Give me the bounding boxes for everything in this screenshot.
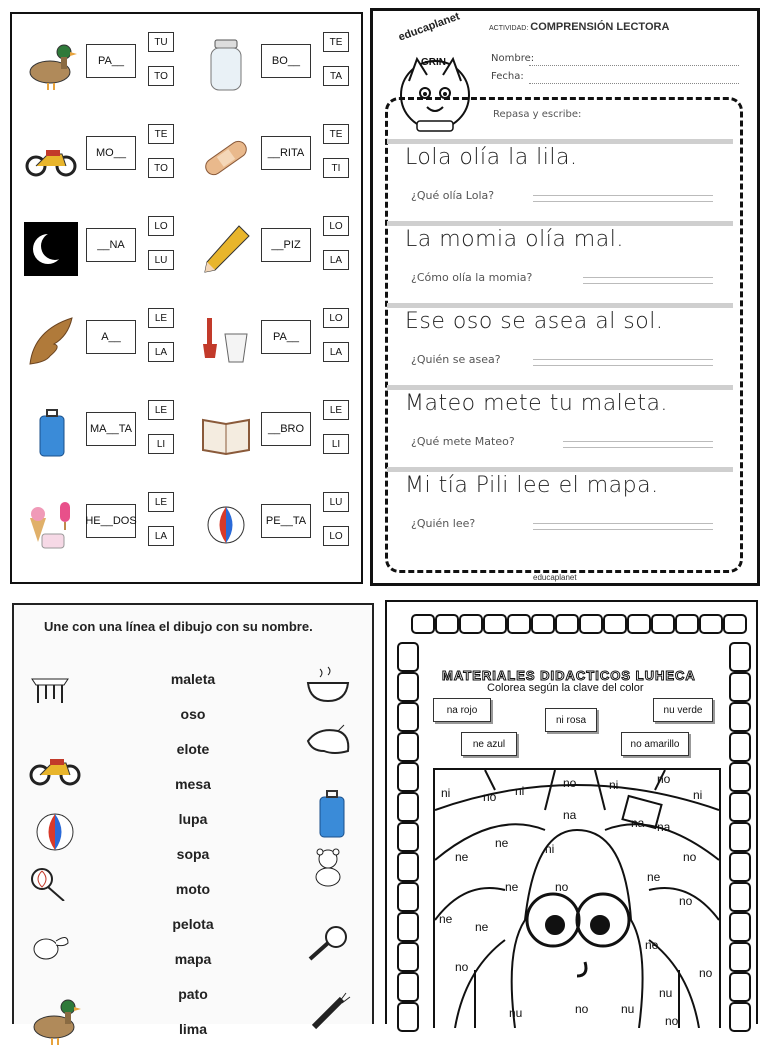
model-sentence: Lola olía la lila. [405,145,578,170]
suitcase-icon [304,787,352,827]
syllable-label: ne [455,850,469,864]
syllable-exercise [12,392,182,472]
syllable-exercise [187,392,357,472]
syllable-label: ni [515,784,525,798]
syllable-option-box[interactable]: LE [148,308,174,328]
syllable-option-box[interactable]: LO [148,216,174,236]
syllable-label: no [563,776,577,790]
syllable-option-box[interactable]: TE [323,32,349,52]
syllable-option-box[interactable]: LO [323,308,349,328]
instruction-text: Repasa y escribe: [493,109,582,120]
film-hole [729,792,751,822]
syllable-label: nu [509,1006,523,1020]
ruled-band [387,139,733,144]
suitcase-icon [24,406,78,460]
syllable-option-box[interactable]: TA [323,66,349,86]
word-blank-box[interactable]: PA__ [261,320,311,354]
lollipop-icon [28,867,72,901]
film-hole [729,972,751,1002]
reading-comprehension-worksheet [370,8,760,586]
syllable-option-box[interactable]: LA [148,342,174,362]
film-hole [729,942,751,972]
film-hole [397,882,419,912]
word-item: mesa [175,776,211,792]
syllable-option-box[interactable]: LA [148,526,174,546]
word-blank-box[interactable]: MO__ [86,136,136,170]
syllable-exercise [187,484,357,564]
wing-icon [24,314,78,368]
film-hole [397,822,419,852]
syllable-label: nu [659,986,673,1000]
mascot-label: GRIN [421,57,446,68]
ice-cream-icon [24,498,78,552]
film-hole [729,912,751,942]
activity-title: COMPRENSIÓN LECTORA [530,21,670,33]
syllable-label: na [657,820,671,834]
film-hole [507,614,531,634]
question-text: ¿Qué olía Lola? [411,189,495,202]
syllable-label: no [575,1002,589,1016]
jar-icon [199,38,253,92]
ruled-band [387,385,733,390]
film-hole [675,614,699,634]
syllable-option-box[interactable]: LU [323,492,349,512]
color-key-ne: ne azul [461,732,517,756]
film-hole [397,762,419,792]
syllable-exercise [187,300,357,380]
film-hole [729,702,751,732]
syllable-label: no [683,850,697,864]
syllable-label: nu [621,1002,635,1016]
word-item: elote [176,741,210,757]
syllable-exercise [12,484,182,564]
ice-cream-character-drawing [435,770,719,1028]
syllable-label: na [631,816,645,830]
ball-icon [28,805,72,839]
activity-header [489,21,669,33]
exercise-row [12,116,361,196]
name-label: Nombre: [491,53,535,64]
syllable-label: na [563,808,577,822]
syllable-label: ne [645,938,659,952]
film-hole [397,642,419,672]
film-hole [397,1002,419,1032]
film-hole [603,614,627,634]
syllable-option-box[interactable]: LE [148,492,174,512]
syllable-option-box[interactable]: LE [148,400,174,420]
lime-icon [28,929,72,963]
film-hole [729,822,751,852]
film-hole [723,614,747,634]
matching-instruction: Une con una línea el dibujo con su nombre. [44,619,313,634]
film-hole [435,614,459,634]
syllable-exercise [187,208,357,288]
motorcycle-icon [24,130,78,184]
magnifier-icon [304,923,352,963]
model-sentence: Mi tía Pili lee el mapa. [405,473,659,498]
word-blank-box[interactable]: __NA [86,228,136,262]
word-item: maleta [170,671,216,687]
syllable-label: no [699,966,713,980]
name-field[interactable] [529,65,739,66]
syllable-label: ne [475,920,489,934]
word-blank-box[interactable]: PE__TA [261,504,311,538]
syllable-option-box[interactable]: TO [148,66,174,86]
film-hole [397,702,419,732]
film-hole [729,672,751,702]
footer-brand: educaplanet [533,573,577,582]
exercise-row [12,484,361,564]
syllable-label: ni [609,778,619,792]
bear-icon [304,721,352,761]
word-blank-box[interactable]: HE__DOS [86,504,136,538]
syllable-option-box[interactable]: TE [148,124,174,144]
date-label: Fecha: [491,71,524,82]
film-hole [397,852,419,882]
film-hole [627,614,651,634]
film-hole [729,762,751,792]
worksheet-header [373,11,757,103]
syllable-option-box[interactable]: LU [148,250,174,270]
syllable-label: no [455,960,469,974]
syllable-label: ne [439,912,453,926]
motorcycle-icon [28,739,72,773]
syllable-label: ne [505,880,519,894]
answer-line[interactable] [533,195,713,202]
film-hole [729,1002,751,1032]
syllable-worksheet [10,12,363,584]
duck-icon [24,38,78,92]
answer-line[interactable] [583,277,713,284]
word-blank-box[interactable]: MA__TA [86,412,136,446]
word-item: moto [175,881,211,897]
table-icon [28,671,72,705]
syllable-label: no [657,772,671,786]
film-hole [397,912,419,942]
syllable-exercise [12,208,182,288]
word-blank-box[interactable]: __BRO [261,412,311,446]
ruled-band [387,221,733,226]
word-item: oso [180,706,206,722]
film-hole [397,972,419,1002]
film-hole [397,672,419,702]
film-hole [397,732,419,762]
model-sentence: La momia olía mal. [405,227,624,252]
model-sentence: Mateo mete tu maleta. [405,391,668,416]
film-hole [459,614,483,634]
bandage-icon [199,130,253,184]
film-hole [555,614,579,634]
syllable-option-box[interactable]: LA [323,250,349,270]
word-blank-box[interactable]: __PIZ [261,228,311,262]
syllable-option-box[interactable]: LI [148,434,174,454]
syllable-label: no [555,880,569,894]
pencil-icon [199,222,253,276]
syllable-label: ne [647,870,661,884]
ruled-band [387,303,733,308]
syllable-option-box[interactable]: LO [323,526,349,546]
film-hole [729,852,751,882]
syllable-option-box[interactable]: LA [323,342,349,362]
question-text: ¿Qué mete Mateo? [411,435,515,448]
shovel-bucket-icon [199,314,253,368]
word-item: lupa [178,811,208,827]
exercise-row [12,208,361,288]
question-text: ¿Quién lee? [411,517,476,530]
matching-worksheet [12,603,374,1037]
film-hole [397,792,419,822]
ruled-band [387,467,733,472]
exercise-row [12,24,361,104]
color-key-ni: ni rosa [545,708,597,732]
syllable-label: ni [545,842,555,856]
syllable-label: no [665,1014,679,1028]
syllable-exercise [187,116,357,196]
syllable-option-box[interactable]: LE [323,400,349,420]
coloring-area [433,768,721,1028]
syllable-option-box[interactable]: LI [323,434,349,454]
question-text: ¿Quién se asea? [411,353,501,366]
exercise-row [12,300,361,380]
film-hole [699,614,723,634]
syllable-option-box[interactable]: TU [148,32,174,52]
film-hole [729,732,751,762]
word-blank-box[interactable]: BO__ [261,44,311,78]
color-key-nu: nu verde [653,698,713,722]
syllable-option-box[interactable]: TI [323,158,349,178]
syllable-option-box[interactable]: TE [323,124,349,144]
film-hole [397,942,419,972]
brand-logo-text: educaplanet [396,10,462,44]
word-item: lima [178,1021,207,1037]
activity-label: ACTIVIDAD: [489,25,529,32]
ball-icon [199,498,253,552]
answer-line[interactable] [533,523,713,530]
syllable-exercise [12,116,182,196]
exercise-row [12,392,361,472]
word-blank-box[interactable]: __RITA [261,136,311,170]
syllable-option-box[interactable]: LO [323,216,349,236]
answer-line[interactable] [563,441,713,448]
syllable-option-box[interactable]: TO [148,158,174,178]
syllable-label: ne [495,836,509,850]
color-key-na: na rojo [433,698,491,722]
word-blank-box[interactable]: PA__ [86,44,136,78]
film-hole [729,642,751,672]
syllable-exercise [187,24,357,104]
word-blank-box[interactable]: A__ [86,320,136,354]
model-sentence: Ese oso se asea al sol. [405,309,664,334]
syllable-label: no [483,790,497,804]
word-item: sopa [176,846,210,862]
film-hole [531,614,555,634]
corn-icon [304,991,352,1031]
color-key-no: no amarillo [621,732,689,756]
film-hole [729,882,751,912]
coloring-subtitle: Colorea según la clave del color [487,682,644,694]
film-hole [483,614,507,634]
question-text: ¿Cómo olía la momia? [411,271,533,284]
syllable-exercise [12,24,182,104]
book-icon [199,406,253,460]
syllable-label: no [679,894,693,908]
syllable-exercise [12,300,182,380]
syllable-label: ni [441,786,451,800]
coloring-title: MATERIALES DIDACTICOS LUHECA [442,668,696,683]
color-by-syllable-worksheet [385,600,758,1028]
date-field[interactable] [529,83,739,84]
soup-bowl-icon [304,665,352,705]
answer-line[interactable] [533,359,713,366]
film-hole [411,614,435,634]
word-item: pelota [172,916,214,932]
word-item: mapa [174,951,212,967]
moon-icon [24,222,78,276]
film-hole [579,614,603,634]
film-hole [651,614,675,634]
teddy-bear-icon [304,847,352,887]
syllable-label: ni [693,788,703,802]
word-item: pato [178,986,208,1002]
duck-icon [28,993,72,1027]
